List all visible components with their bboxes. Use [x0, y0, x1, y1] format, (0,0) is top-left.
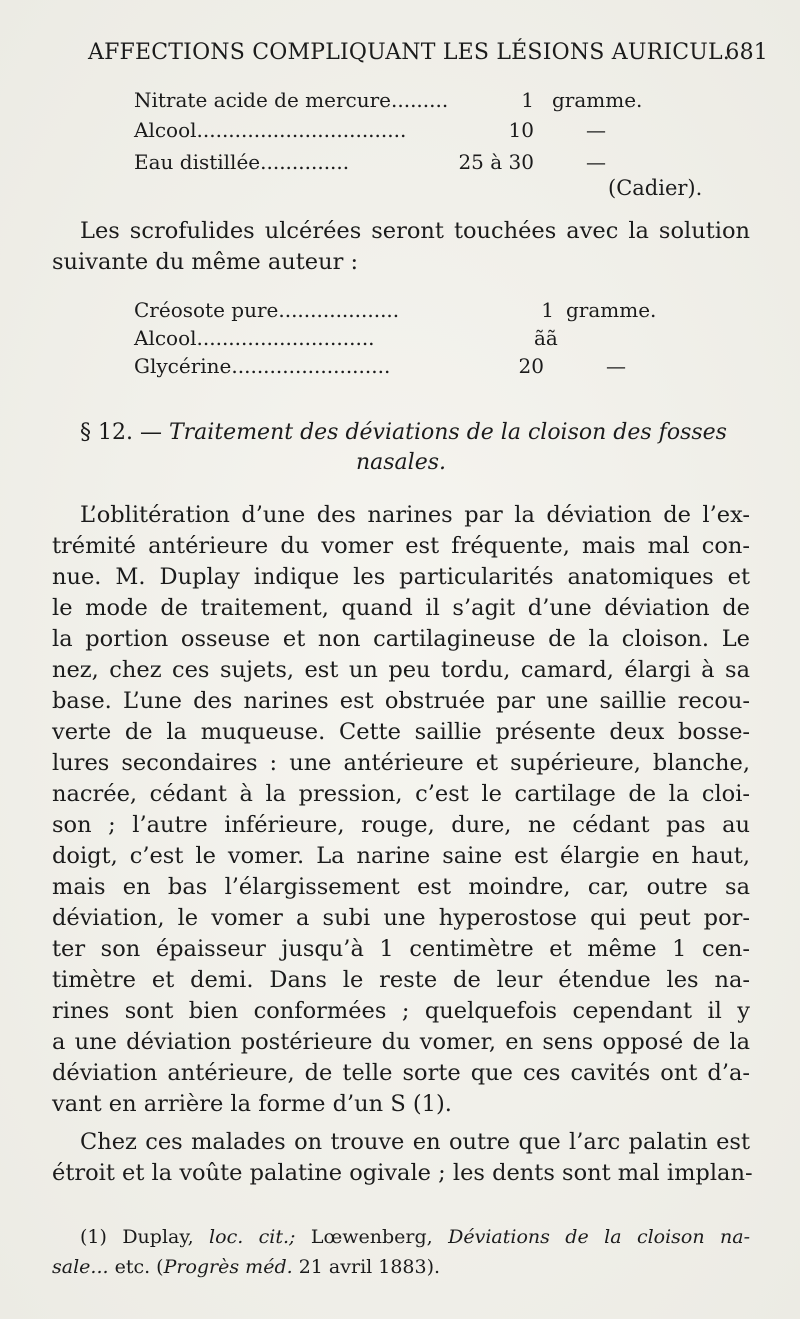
text-line: son ; l’autre inférieure, rouge, dure, ne cédant pas au — [52, 812, 750, 838]
unit: — — [586, 150, 606, 174]
unit: gramme. — [552, 88, 643, 112]
intro-paragraph — [52, 216, 750, 278]
text-line: rines sont bien conformées ; quelquefois cependant il y — [52, 998, 750, 1024]
quantity: ãã — [534, 326, 558, 350]
text-line: ter son épaisseur jusqu’à 1 centimètre et même 1 cen- — [52, 936, 750, 962]
recipe-creosote — [134, 298, 657, 388]
ingredient: Créosote pure................... — [134, 298, 400, 322]
ingredient: Alcool................................. — [134, 118, 407, 142]
footnote-ref: loc. cit.; — [209, 1226, 296, 1248]
text-line: trémité antérieure du vomer est fréquente, mais mal con- — [52, 533, 750, 559]
body-paragraph — [52, 500, 750, 1120]
text-line: L’oblitération d’une des narines par la déviation de l’ex- — [80, 502, 750, 528]
text-line: lures secondaires : une antérieure et supérieure, blanche, — [52, 750, 750, 776]
footnote-line — [52, 1222, 750, 1252]
ingredient: Nitrate acide de mercure......... — [134, 88, 449, 112]
body-paragraph-2 — [52, 1127, 753, 1189]
footnote-etc: etc. ( — [114, 1256, 164, 1278]
text-line: Les scrofulides ulcérées seront touchées avec la solution — [80, 218, 750, 244]
ingredient: Alcool............................ — [134, 326, 375, 350]
footnote — [52, 1222, 750, 1282]
footnote-author: Lœwenberg, — [310, 1226, 433, 1248]
ingredient: Eau distillée.............. — [134, 150, 350, 174]
section-title-line — [52, 418, 750, 448]
text-line: le mode de traitement, quand il s’agit d’une déviation de — [52, 595, 750, 621]
quantity: 20 — [518, 354, 544, 378]
text-line: nue. M. Duplay indique les particularités anatomiques et — [52, 564, 750, 590]
text-line: déviation, le vomer a subi une hyperostose qui peut por- — [52, 905, 750, 931]
footnote-title-end: sale... — [52, 1256, 109, 1278]
ingredient: Glycérine......................... — [134, 354, 391, 378]
section-heading — [52, 418, 750, 478]
quantity: 1 — [521, 88, 534, 112]
page-number: 681 — [725, 40, 768, 65]
section-title-continuation: nasales. — [355, 450, 447, 475]
text-line: suivante du même auteur : — [52, 249, 359, 275]
quantity: 10 — [508, 118, 534, 142]
footnote-title: Déviations de la cloison na- — [448, 1226, 751, 1248]
text-line: verte de la muqueuse. Cette saillie présente deux bosse- — [52, 719, 750, 745]
text-line: vant en arrière la forme d’un S (1). — [52, 1091, 452, 1117]
text-line: déviation antérieure, de telle sorte que ces cavités ont d’a- — [52, 1060, 750, 1086]
text-line: a une déviation postérieure du vomer, en sens opposé de la — [52, 1029, 750, 1055]
footnote-line — [52, 1252, 750, 1282]
text-line: étroit et la voûte palatine ogivale ; les dents sont mal implan- — [52, 1160, 753, 1186]
unit: — — [586, 118, 606, 142]
quantity: 25 à 30 — [458, 150, 534, 174]
unit: — — [606, 354, 626, 378]
footnote-marker: (1) Duplay, — [80, 1226, 194, 1248]
section-title: Traitement des déviations de la cloison des fosses — [168, 420, 727, 445]
text-line: doigt, c’est le vomer. La narine saine est élargie en haut, — [52, 843, 750, 869]
footnote-journal: Progrès méd. — [163, 1256, 293, 1278]
recipe-source: (Cadier). — [608, 176, 703, 200]
text-line: Chez ces malades on trouve en outre que l’arc palatin est — [80, 1129, 750, 1155]
text-line: nez, chez ces sujets, est un peu tordu, camard, élargi à sa — [52, 657, 750, 683]
text-line: timètre et demi. Dans le reste de leur étendue les na- — [52, 967, 750, 993]
unit: gramme. — [566, 298, 657, 322]
text-line: base. L’une des narines est obstruée par une saillie recou- — [52, 688, 750, 714]
running-title: AFFECTIONS COMPLIQUANT LES LÉSIONS AURICUL. — [88, 40, 731, 65]
footnote-date: 21 avril 1883). — [298, 1256, 441, 1278]
section-number: § 12. — — [80, 420, 162, 445]
text-line: la portion osseuse et non cartilagineuse de la cloison. Le — [52, 626, 750, 652]
text-line: nacrée, cédant à la pression, c’est le cartilage de la cloi- — [52, 781, 750, 807]
quantity: 1 — [541, 298, 554, 322]
recipe-mercury — [134, 88, 654, 208]
text-line: mais en bas l’élargissement est moindre, car, outre sa — [52, 874, 750, 900]
